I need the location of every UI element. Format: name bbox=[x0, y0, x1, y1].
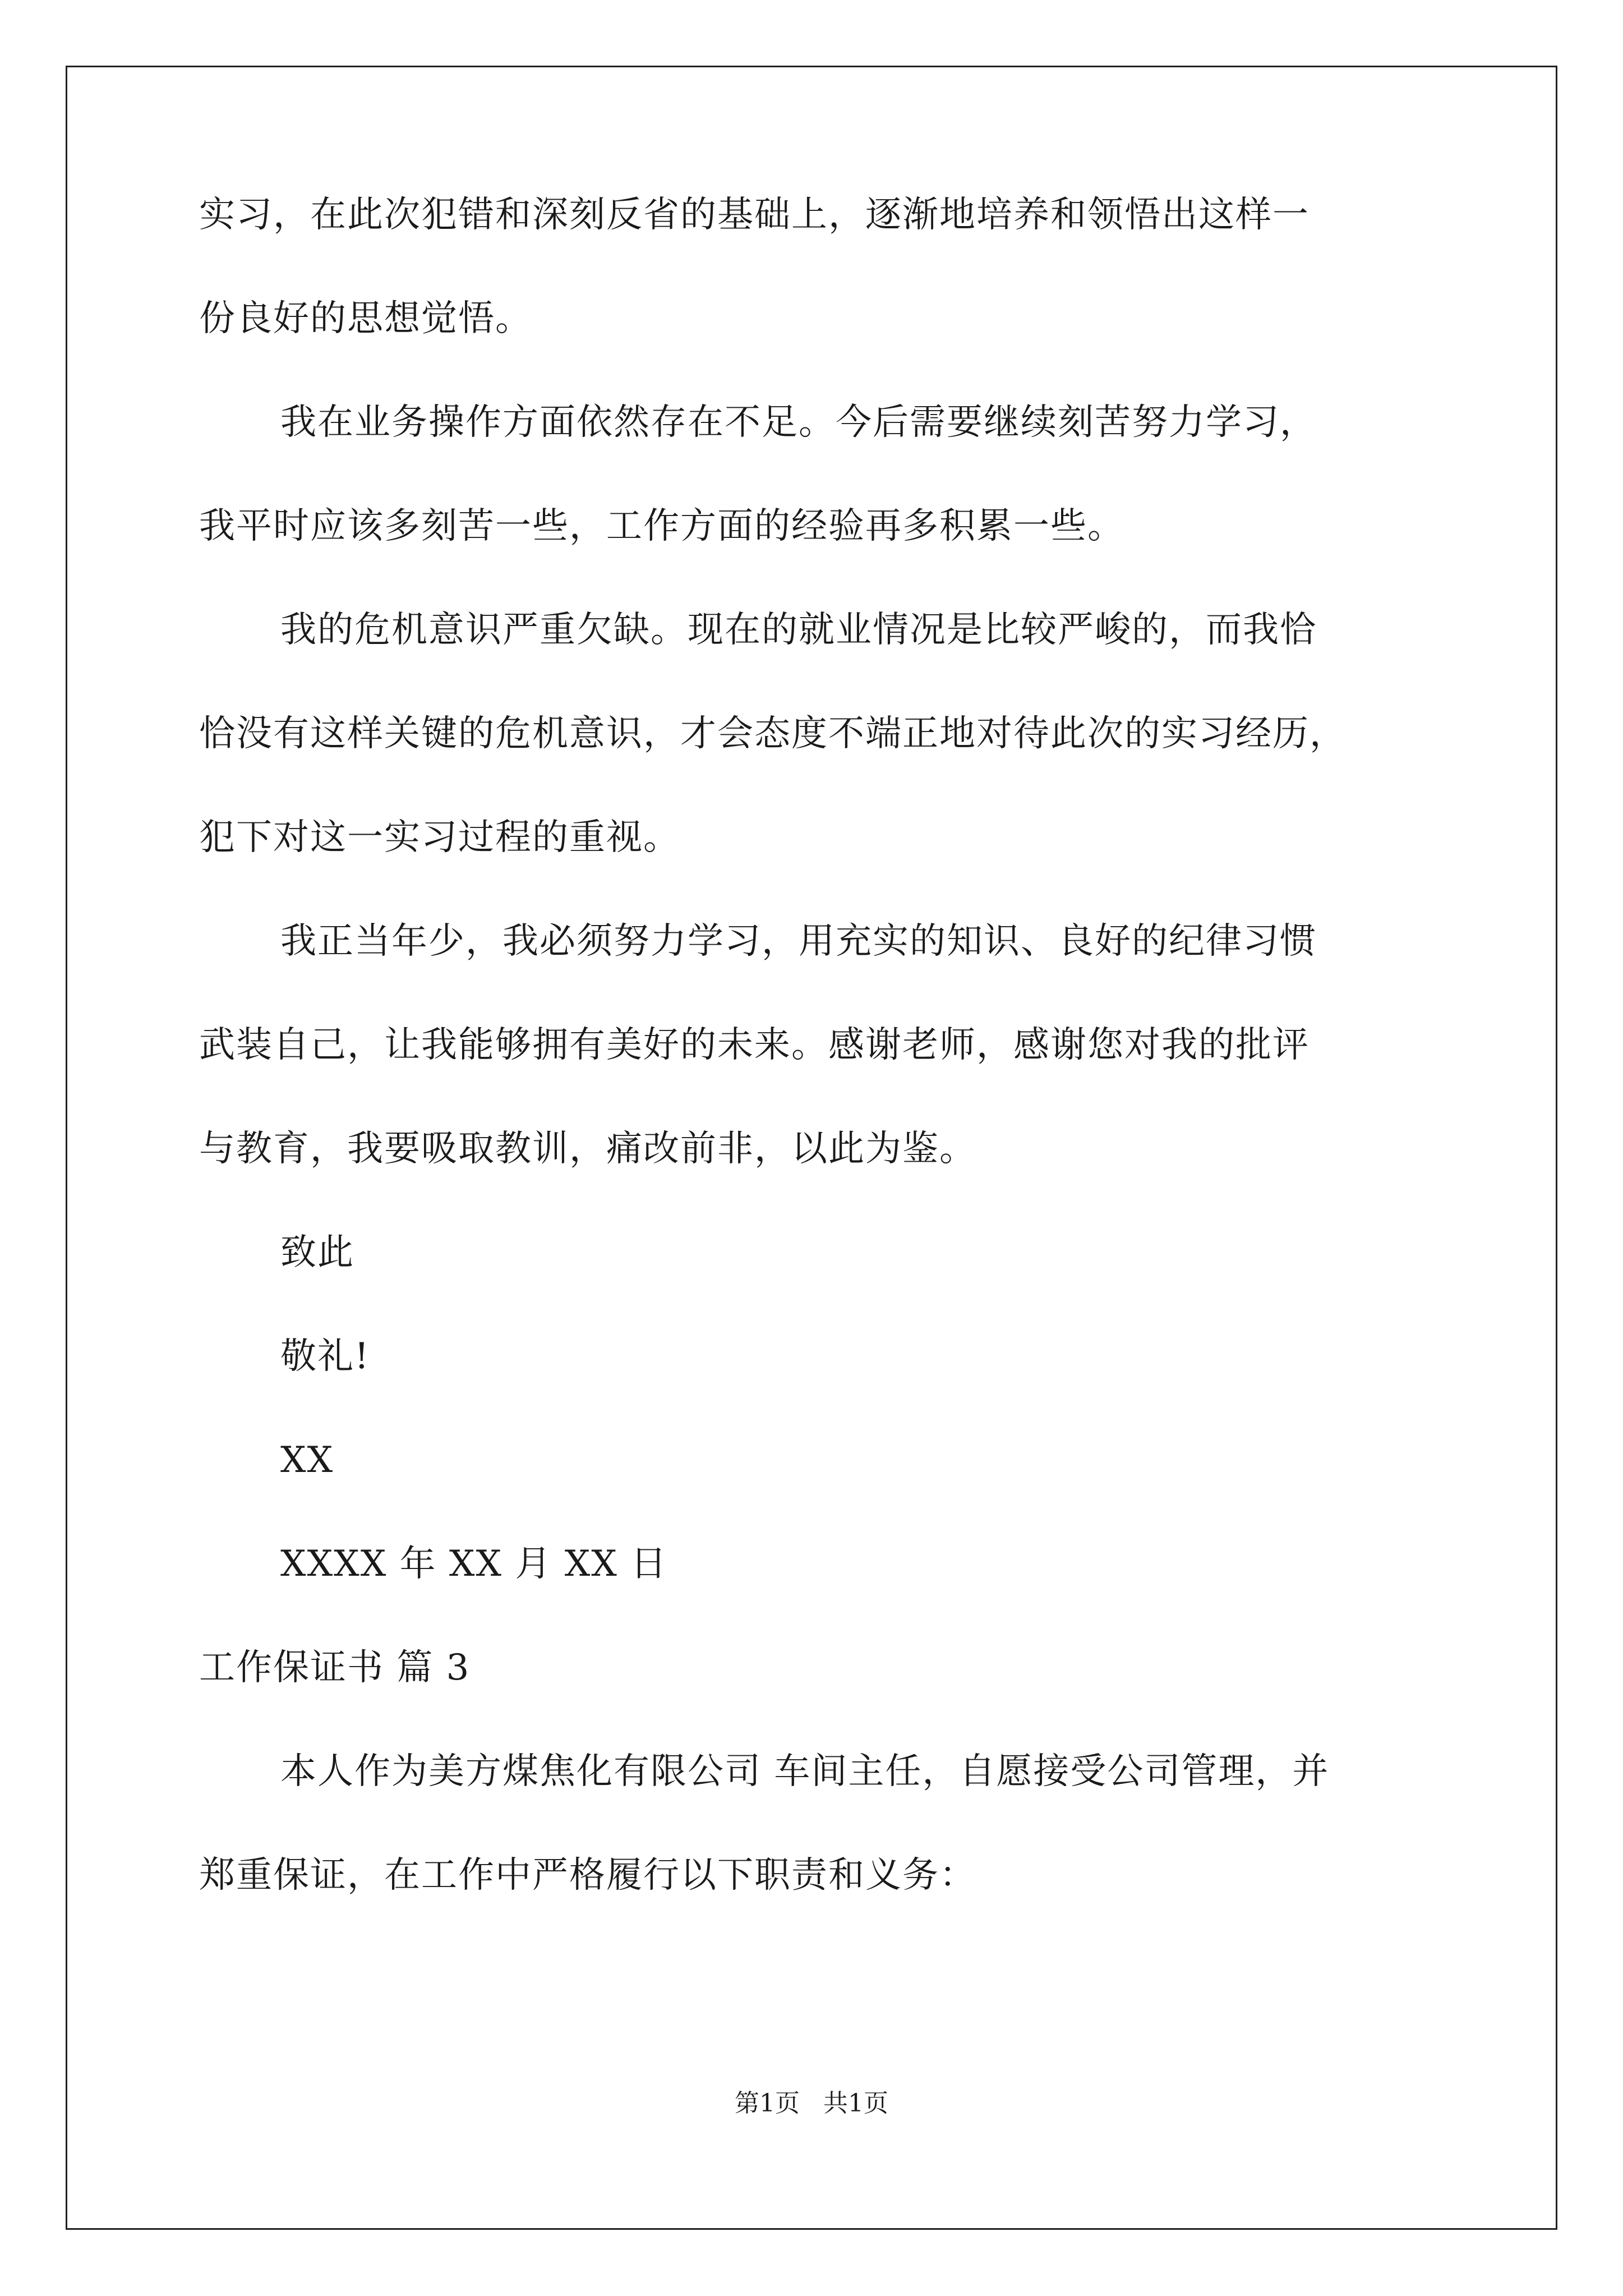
page-footer: 第1页 共1页 bbox=[735, 2089, 888, 2118]
text-line: 与教育，我要吸取教训，痛改前非，以此为鉴。 bbox=[199, 1128, 976, 1170]
text-line: 恰没有这样关键的危机意识，才会态度不端正地对待此次的实习经历， bbox=[199, 713, 1347, 754]
closing-salute: 敬礼! bbox=[280, 1336, 370, 1377]
text-line: 郑重保证，在工作中严格履行以下职责和义务： bbox=[199, 1855, 976, 1896]
section-heading: 工作保证书 篇 3 bbox=[199, 1647, 471, 1688]
signature-date: XXXX 年 XX 月 XX 日 bbox=[280, 1543, 668, 1585]
paragraph-start: 我正当年少，我必须努力学习，用充实的知识、良好的纪律习惯 bbox=[280, 921, 1317, 962]
text-line: 份良好的思想觉悟。 bbox=[199, 298, 532, 339]
text-line: 武装自己，让我能够拥有美好的未来。感谢老师，感谢您对我的批评 bbox=[199, 1024, 1310, 1066]
closing-greeting: 致此 bbox=[280, 1232, 354, 1273]
paragraph-start: 我的危机意识严重欠缺。现在的就业情况是比较严峻的，而我恰 bbox=[280, 609, 1317, 651]
text-line: 我平时应该多刻苦一些，工作方面的经验再多积累一些。 bbox=[199, 505, 1124, 547]
signature-name: XX bbox=[280, 1439, 334, 1481]
text-line: 犯下对这一实习过程的重视。 bbox=[199, 817, 680, 858]
text-line: 实习，在此次犯错和深刻反省的基础上，逐渐地培养和领悟出这样一 bbox=[199, 194, 1310, 236]
paragraph-start: 我在业务操作方面依然存在不足。今后需要继续刻苦努力学习， bbox=[280, 402, 1317, 443]
paragraph-start: 本人作为美方煤焦化有限公司 车间主任，自愿接受公司管理，并 bbox=[280, 1751, 1330, 1792]
